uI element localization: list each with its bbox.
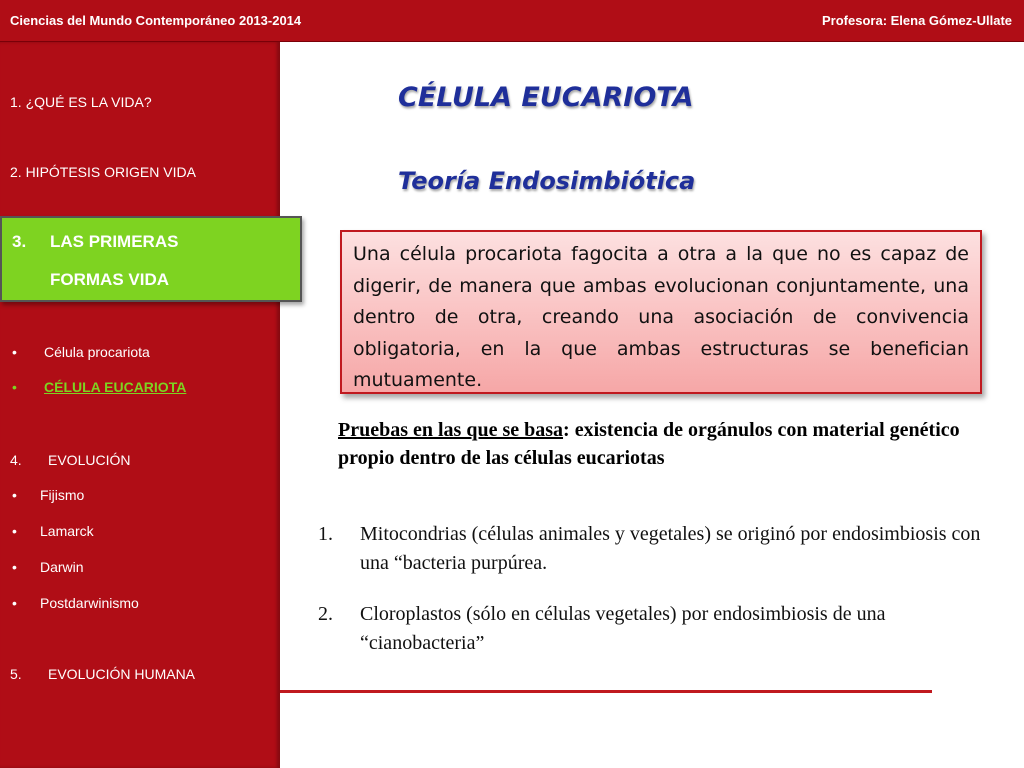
bullet-icon: • xyxy=(12,344,17,360)
sidebar xyxy=(0,42,280,768)
evidence-paragraph xyxy=(338,416,978,472)
sidebar-subitem-procariota[interactable]: Célula procariota xyxy=(44,344,150,360)
sidebar-item-number: 4. xyxy=(10,452,22,468)
sidebar-subitem-darwin[interactable]: Darwin xyxy=(40,559,84,575)
sidebar-subitem-postdarwinismo[interactable]: Postdarwinismo xyxy=(40,595,139,611)
definition-box xyxy=(340,230,982,394)
bullet-icon: • xyxy=(12,559,17,575)
list-item-text: Mitocondrias (células animales y vegetales) se originó por endosimbiosis con una “bacteria purpúrea. xyxy=(360,523,981,574)
bullet-icon: • xyxy=(12,523,17,539)
list-item-number: 2. xyxy=(318,603,333,625)
organelle-list xyxy=(318,520,986,658)
sidebar-subitem-eucariota[interactable]: CÉLULA EUCARIOTA xyxy=(44,379,187,395)
sidebar-item-evolucion-humana[interactable]: EVOLUCIÓN HUMANA xyxy=(48,666,196,682)
list-item xyxy=(318,600,986,658)
sidebar-subitem-lamarck[interactable]: Lamarck xyxy=(40,523,94,539)
list-item-number: 1. xyxy=(318,523,333,545)
active-item-label-line1: LAS PRIMERAS xyxy=(50,232,179,251)
evidence-text: : existencia de orgánulos con material genético propio dentro de las células eucariotas xyxy=(338,419,960,469)
evidence-label: Pruebas en las que se basa xyxy=(338,419,564,441)
sidebar-item-primeras-formas-vida[interactable] xyxy=(0,216,302,302)
active-item-number: 3. xyxy=(12,232,27,251)
sidebar-item-hipotesis[interactable]: 2. HIPÓTESIS ORIGEN VIDA xyxy=(10,164,196,180)
bullet-icon: • xyxy=(12,487,17,503)
teacher-name: Profesora: Elena Gómez-Ullate xyxy=(822,13,1012,28)
active-item-label-line2: FORMAS VIDA xyxy=(50,270,169,289)
bullet-icon: • xyxy=(12,379,17,395)
sidebar-item-evolucion[interactable]: EVOLUCIÓN xyxy=(48,452,131,468)
bullet-icon: • xyxy=(12,595,17,611)
divider-line xyxy=(280,690,932,693)
header-bar xyxy=(0,0,1024,42)
course-title: Ciencias del Mundo Contemporáneo 2013-2014 xyxy=(10,13,302,28)
definition-text: Una célula procariota fagocita a otra a la que no es capaz de digerir, de manera que ambas evolucionan conjuntamente, una dentro de otra, creando una asociación de convivencia obligatoria, en la que ambas estructuras se benefician mutuamente. xyxy=(353,243,969,391)
list-item-text: Cloroplastos (sólo en células vegetales) por endosimbiosis de una “cianobacteria” xyxy=(360,603,886,654)
slide-subtitle: Teoría Endosimbiótica xyxy=(398,167,696,195)
list-item xyxy=(318,520,986,578)
sidebar-subitem-fijismo[interactable]: Fijismo xyxy=(40,487,85,503)
sidebar-item-que-es-la-vida[interactable]: 1. ¿QUÉ ES LA VIDA? xyxy=(10,94,152,110)
slide-title: CÉLULA EUCARIOTA xyxy=(398,82,694,113)
sidebar-item-number: 5. xyxy=(10,666,22,682)
